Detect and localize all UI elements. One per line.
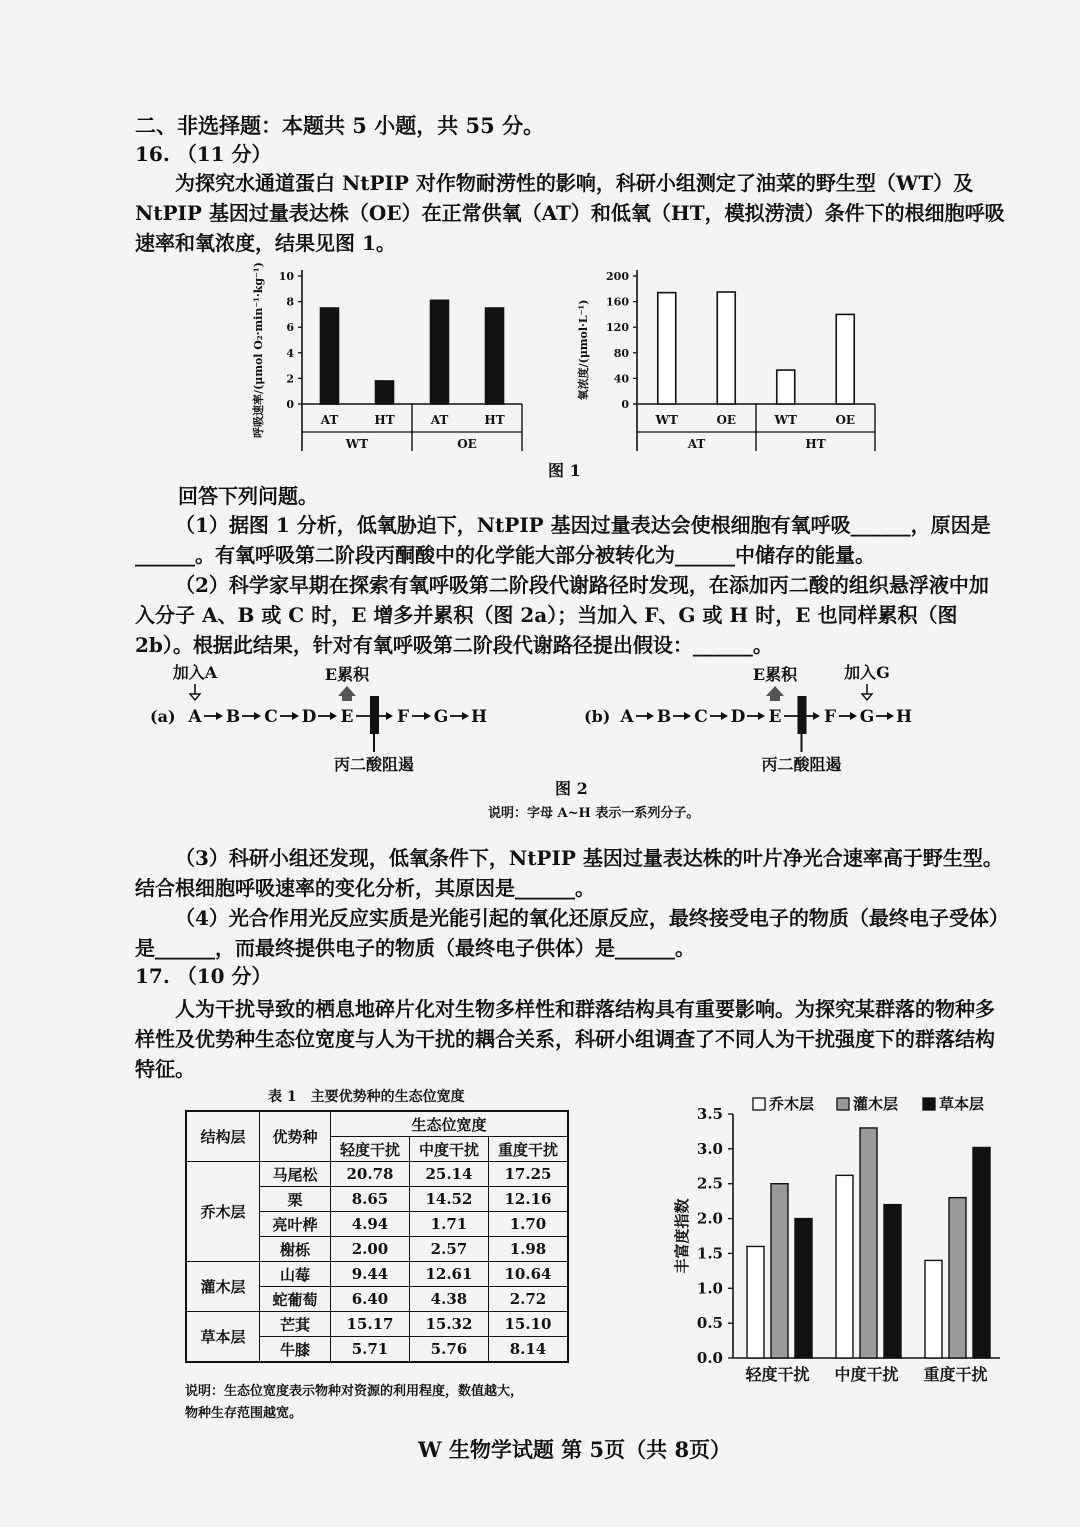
group-label: AT xyxy=(687,437,706,451)
y-tick-label: 0.0 xyxy=(696,1349,723,1367)
bar xyxy=(717,292,735,404)
figure-2-note: 说明：字母 A~H 表示一系列分子。 xyxy=(488,806,700,821)
x-tick-label: OE xyxy=(835,413,856,427)
y-tick-label: 1.0 xyxy=(696,1279,723,1298)
malonate-block-label: 丙二酸阻遏 xyxy=(761,755,842,774)
table-cell: 9.44 xyxy=(331,1262,410,1287)
respiration-rate-chart xyxy=(250,258,550,458)
table-cell: 15.10 xyxy=(488,1312,568,1337)
table-cell-species: 栗 xyxy=(260,1187,331,1212)
question-16-intro: 为探究水通道蛋白 NtPIP 对作物耐涝性的影响，科研小组测定了油菜的野生型（WT）及 NtPIP 基因过量表达株（OE）在正常供氧（AT）和低氧（HT，模拟涝渍）条件下的根细胞呼吸速率和氧浓度，结果见图 1。 xyxy=(135,171,1005,255)
legend-swatch xyxy=(753,1098,765,1110)
panel-label: (b) xyxy=(584,707,611,726)
legend-label: 灌木层 xyxy=(853,1095,899,1113)
y-tick-label: 160 xyxy=(606,295,629,309)
table-cell: 2.57 xyxy=(409,1237,488,1262)
y-tick-label: 1.5 xyxy=(696,1244,723,1263)
molecule-a: A xyxy=(188,707,202,727)
molecule-e: E xyxy=(340,707,354,727)
bar xyxy=(777,370,795,404)
table-note-line-1: 说明：生态位宽度表示物种对资源的利用程度，数值越大， xyxy=(185,1384,524,1399)
arrow-head xyxy=(386,712,393,720)
bar-tree xyxy=(836,1175,853,1358)
oxygen-concentration-chart xyxy=(575,258,885,458)
arrow-head xyxy=(758,712,765,720)
table-cell: 1.71 xyxy=(409,1212,488,1237)
bar-shrub xyxy=(771,1184,788,1358)
table-cell: 8.14 xyxy=(488,1337,568,1363)
molecule-b: B xyxy=(656,707,672,727)
table-cell: 4.38 xyxy=(409,1287,488,1312)
bar-herb xyxy=(973,1147,990,1358)
answer-prompt: 回答下列问题。 xyxy=(178,484,318,508)
y-tick-label: 40 xyxy=(613,372,629,386)
bar-shrub xyxy=(860,1128,877,1358)
x-tick-label: 轻度干扰 xyxy=(745,1365,810,1384)
question-16-part-2: （2）科学家早期在探索有氧呼吸第二阶段代谢路径时发现，在添加丙二酸的组织悬浮液中加入分子 A、B 或 C 时，E 增多并累积（图 2a）；当加入 F、G 或 H 时，E 也同样累积（图 2b）。根据此结果，针对有氧呼吸第二阶段代谢路径提出假设：______。 xyxy=(135,573,989,657)
arrow-head xyxy=(462,712,469,720)
y-tick-label: 2.0 xyxy=(696,1209,723,1228)
question-17-title: 17. （10 分） xyxy=(135,964,272,988)
question-17-intro: 人为干扰导致的栖息地碎片化对生物多样性和群落结构具有重要影响。为探究某群落的物种多样性及优势种生态位宽度与人为干扰的耦合关系，科研小组调查了不同人为干扰强度下的群落结构特征。 xyxy=(135,997,995,1081)
add-molecule-label: 加入G xyxy=(844,663,890,682)
accumulation-arrow-icon xyxy=(338,686,356,696)
table-header-niche-width: 生态位宽度 xyxy=(331,1111,569,1137)
arrow-head xyxy=(292,712,299,720)
bar-shrub xyxy=(949,1198,966,1358)
table-cell: 20.78 xyxy=(331,1162,410,1187)
table-cell: 12.16 xyxy=(488,1187,568,1212)
table-cell: 17.25 xyxy=(488,1162,568,1187)
table-row xyxy=(186,1262,568,1287)
legend-label: 草本层 xyxy=(939,1095,985,1113)
bar xyxy=(431,300,449,404)
malonate-block-label: 丙二酸阻遏 xyxy=(333,755,415,774)
x-tick-label: HT xyxy=(374,413,395,427)
x-tick-label: AT xyxy=(320,413,339,427)
arrow-head xyxy=(330,712,337,720)
molecule-g: G xyxy=(859,707,875,727)
arrow-head xyxy=(647,712,654,720)
arrow-head xyxy=(813,712,820,720)
y-tick-label: 10 xyxy=(278,270,294,283)
x-tick-label: AT xyxy=(430,413,449,427)
table-cell-species: 芒萁 xyxy=(260,1312,331,1337)
y-tick-label: 0 xyxy=(286,398,294,411)
table-cell: 15.17 xyxy=(331,1312,410,1337)
x-tick-label: 重度干扰 xyxy=(923,1365,988,1384)
arrow-head xyxy=(721,712,728,720)
arrow-head xyxy=(850,712,857,720)
y-axis-label: 呼吸速率/(μmol O₂·min⁻¹·kg⁻¹) xyxy=(252,262,265,438)
table-cell-layer: 乔木层 xyxy=(186,1162,260,1262)
add-molecule-label: 加入A xyxy=(172,663,218,682)
figure-2b-pathway-diagram xyxy=(580,660,1000,778)
molecule-g: G xyxy=(433,707,449,727)
table-cell: 2.00 xyxy=(331,1237,410,1262)
group-label: OE xyxy=(457,437,477,451)
add-arrow-icon xyxy=(862,694,872,700)
bar xyxy=(486,308,504,404)
bar-tree xyxy=(925,1260,942,1358)
table-cell-species: 山莓 xyxy=(260,1262,331,1287)
y-tick-label: 120 xyxy=(606,321,629,335)
table-cell: 2.72 xyxy=(488,1287,568,1312)
figure-2a-pathway-diagram xyxy=(150,660,550,778)
figure-1-caption: 图 1 xyxy=(548,461,581,480)
arrow-head xyxy=(684,712,691,720)
molecule-c: C xyxy=(694,707,708,727)
molecule-f: F xyxy=(396,707,410,727)
x-tick-label: WT xyxy=(655,413,678,427)
y-tick-label: 3.0 xyxy=(696,1139,723,1158)
table-cell: 5.76 xyxy=(409,1337,488,1363)
malonate-block-bar xyxy=(370,696,379,734)
y-tick-label: 2.5 xyxy=(696,1174,723,1193)
add-arrow-icon xyxy=(190,694,200,700)
arrow-head xyxy=(254,712,261,720)
table-header-light: 轻度干扰 xyxy=(331,1137,410,1162)
question-16-part-4: （4）光合作用光反应实质是光能引起的氧化还原反应，最终接受电子的物质（最终电子受体）是______，而最终提供电子的物质（最终电子供体）是______。 xyxy=(135,906,999,960)
accumulation-arrow-stem xyxy=(770,696,780,701)
accumulation-arrow-icon xyxy=(766,686,784,696)
table-row xyxy=(186,1312,568,1337)
table-header-heavy: 重度干扰 xyxy=(488,1137,568,1162)
y-tick-label: 2 xyxy=(286,372,294,386)
table-cell: 25.14 xyxy=(409,1162,488,1187)
accumulation-label: E累积 xyxy=(324,665,370,684)
page-footer: W 生物学试题 第 5页（共 8页） xyxy=(418,1437,732,1462)
bar xyxy=(376,381,394,404)
y-tick-label: 80 xyxy=(613,346,629,360)
x-tick-label: 中度干扰 xyxy=(834,1365,899,1384)
y-axis-label: 丰富度指数 xyxy=(673,1198,691,1274)
bar xyxy=(836,314,854,404)
y-tick-label: 200 xyxy=(606,270,629,283)
arrow-head xyxy=(887,712,894,720)
bar-herb xyxy=(884,1205,901,1358)
table-cell-layer: 草本层 xyxy=(186,1312,260,1363)
molecule-h: H xyxy=(895,707,913,727)
y-axis-label: 氧浓度/(μmol·L⁻¹) xyxy=(577,299,590,401)
malonate-block-bar xyxy=(798,696,807,734)
table-cell: 10.64 xyxy=(488,1262,568,1287)
panel-label: (a) xyxy=(150,707,176,726)
table-cell: 14.52 xyxy=(409,1187,488,1212)
table-cell: 1.70 xyxy=(488,1212,568,1237)
arrow-head xyxy=(216,712,223,720)
y-tick-label: 6 xyxy=(286,321,294,335)
table-1-title: 表 1 主要优势种的生态位宽度 xyxy=(268,1089,465,1105)
y-tick-label: 3.5 xyxy=(696,1105,723,1123)
accumulation-label: E累积 xyxy=(752,665,798,684)
table-cell-species: 马尾松 xyxy=(260,1162,331,1187)
table-row xyxy=(186,1162,568,1187)
table-cell: 15.32 xyxy=(409,1312,488,1337)
molecule-e: E xyxy=(768,707,782,727)
table-cell-species: 榭栎 xyxy=(260,1237,331,1262)
group-label: HT xyxy=(805,437,826,451)
bar xyxy=(321,308,339,404)
bar-tree xyxy=(747,1246,764,1358)
table-cell-species: 亮叶桦 xyxy=(260,1212,331,1237)
molecule-b: B xyxy=(225,707,241,727)
y-tick-label: 8 xyxy=(286,295,294,309)
table-cell: 5.71 xyxy=(331,1337,410,1363)
legend-label: 乔木层 xyxy=(769,1095,815,1113)
legend-swatch xyxy=(923,1098,935,1110)
molecule-a: A xyxy=(620,707,634,727)
question-16-title: 16. （11 分） xyxy=(135,142,272,166)
group-label: WT xyxy=(345,437,369,451)
table-cell: 6.40 xyxy=(331,1287,410,1312)
question-16-part-3: （3）科研小组还发现，低氧条件下，NtPIP 基因过量表达株的叶片净光合速率高于野生型。结合根细胞呼吸速率的变化分析，其原因是______。 xyxy=(135,846,1003,900)
y-tick-label: 4 xyxy=(286,346,294,360)
table-cell-layer: 灌木层 xyxy=(186,1262,260,1312)
richness-index-chart xyxy=(665,1088,1010,1388)
legend-swatch xyxy=(837,1098,849,1110)
table-header-moderate: 中度干扰 xyxy=(409,1137,488,1162)
x-tick-label: HT xyxy=(484,413,505,427)
niche-width-table xyxy=(185,1110,569,1363)
x-tick-label: WT xyxy=(774,413,797,427)
table-cell-species: 蛇葡萄 xyxy=(260,1287,331,1312)
table-header-layer: 结构层 xyxy=(186,1111,260,1162)
molecule-d: D xyxy=(301,707,317,727)
y-tick-label: 0 xyxy=(621,398,629,411)
accumulation-arrow-stem xyxy=(342,696,352,701)
table-cell: 12.61 xyxy=(409,1262,488,1287)
molecule-f: F xyxy=(823,707,837,727)
table-header-species: 优势种 xyxy=(260,1111,331,1162)
table-cell: 1.98 xyxy=(488,1237,568,1262)
bar-herb xyxy=(795,1219,812,1358)
molecule-h: H xyxy=(470,707,488,727)
question-16-part-1: （1）据图 1 分析，低氧胁迫下，NtPIP 基因过量表达会使根细胞有氧呼吸______，原因是______。有氧呼吸第二阶段丙酮酸中的化学能大部分被转化为______中储存的能量。 xyxy=(135,513,991,567)
table-cell: 4.94 xyxy=(331,1212,410,1237)
table-cell-species: 牛膝 xyxy=(260,1337,331,1363)
molecule-c: C xyxy=(264,707,278,727)
bar xyxy=(658,293,676,404)
table-note-line-2: 物种生存范围越宽。 xyxy=(185,1406,303,1421)
table-cell: 8.65 xyxy=(331,1187,410,1212)
arrow-head xyxy=(424,712,431,720)
y-tick-label: 0.5 xyxy=(696,1314,723,1333)
section-heading: 二、非选择题：本题共 5 小题，共 55 分。 xyxy=(135,113,545,138)
molecule-d: D xyxy=(730,707,746,727)
figure-2-caption: 图 2 xyxy=(555,779,588,798)
x-tick-label: OE xyxy=(716,413,737,427)
